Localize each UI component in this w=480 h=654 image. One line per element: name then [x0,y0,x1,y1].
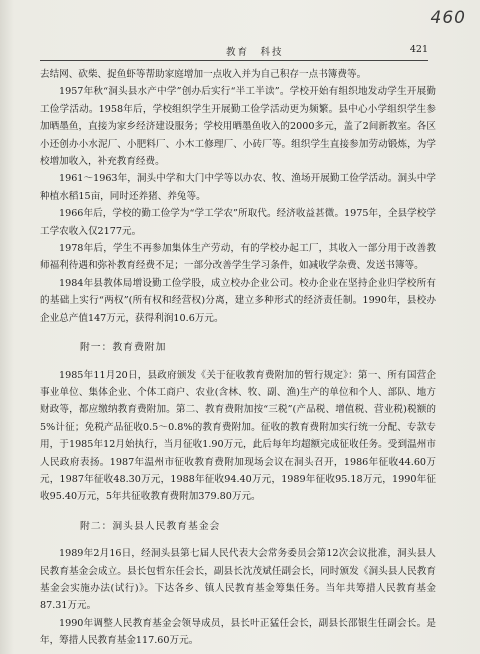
running-header [40,44,428,61]
paragraph: 1961～1963年，洞头中学和大门中学等以办农、牧、渔场开展勤工俭学活动。洞头中学种植水稻15亩，同时还养猪、养兔等。 [40,173,436,202]
paragraph: 1985年11月20日，县政府颁发《关于征收教育费附加的暂行规定》：第一、所有国营企事业单位、集体企业、个体工商户、农业(含林、牧、副、渔)生产的单位和个人、部队、地方财政等，都应缴纳教育费附加。第二、教育费附加按“三税”(产品税、增值税、营业税)税额的5%计征；免税产品征收0.5～0.8%的教育费附加。征收的教育费附加实行统一分配、专款专用，于1985年12月始执行，当月征收1.90万元，此后每年均超额完成征收任务。受到温州市人民政府表扬。1987年温州市征收教育费附加现场会议在洞头召开，1986年征收44.60万元，1987年征收48.30万元，1988年征收94.40万元，1989年征收95.18万元，1990年征收95.40万元，5年共征收教育费附加379.80万元。 [40,369,436,503]
body-text [40,66,436,646]
paragraph: 1957年秋“洞头县水产中学”创办后实行“半工半读”。学校开始有组织地发动学生开展勤工俭学活动。1958年后，学校组织学生开展勤工俭学活动更为频繁。县中心小学组织学生参加晒墨鱼，直接为家乡经济建设服务；学校用晒墨鱼收入的2000多元，盖了2间新教室。各区小还创办小水泥厂、小肥料厂、小木工修理厂、小砖厂等。组织学生直接参加劳动锻炼，为学校增加收入，补充教育经费。 [40,86,436,168]
handwritten-page-marker: 460 [430,8,466,28]
paragraph: 1989年2月16日，经洞头县第七届人民代表大会常务委员会第12次会议批准，洞头县人民教育基金会成立。县长包哲东任会长，副县长沈茂斌任副会长，同时颁发《洞头县人民教育基金会实施办法(试行)》。下达各乡、镇人民教育基金筹集任务。当年共筹措人民教育基金87.31万元。 [40,548,436,612]
paragraph: 1984年县教体局增设勤工俭学股，成立校办企业公司。校办企业在坚持企业归学校所有的基础上实行“两权”(所有权和经营权)分离，建立多种形式的经济责任制。1990年，县校办企业总产值147万元，获得利润10.6万元。 [40,277,436,324]
paragraph: 1990年调整人民教育基金会领导成员，县长叶正猛任会长，副县长邵银生任副会长。是年，筹措人民教育基金117.60万元。 [40,617,436,647]
paragraph: 1978年后，学生不再参加集体生产劳动，有的学校办起工厂，其收入一部分用于改善教师福利待遇和弥补教育经费不足；一部分改善学生学习条件，如减收学杂费、发送书簿等。 [40,243,436,272]
paragraph: 去结网、砍柴、捉鱼虾等帮助家庭增加一点收入并为自己积存一点书簿费等。 [40,69,367,80]
header-section-title: 教育 科技 [226,47,284,58]
appendix-heading-education-fund: 附二：洞头县人民教育基金会 [80,520,221,532]
paragraph: 1966年后，学校的勤工俭学为“学工学农”所取代。经济收益甚微。1975年，全县学校学工学农收入仅2177元。 [40,208,436,237]
header-page-number: 421 [409,44,428,55]
appendix-heading-education-surcharge: 附一：教育费附加 [80,342,167,354]
